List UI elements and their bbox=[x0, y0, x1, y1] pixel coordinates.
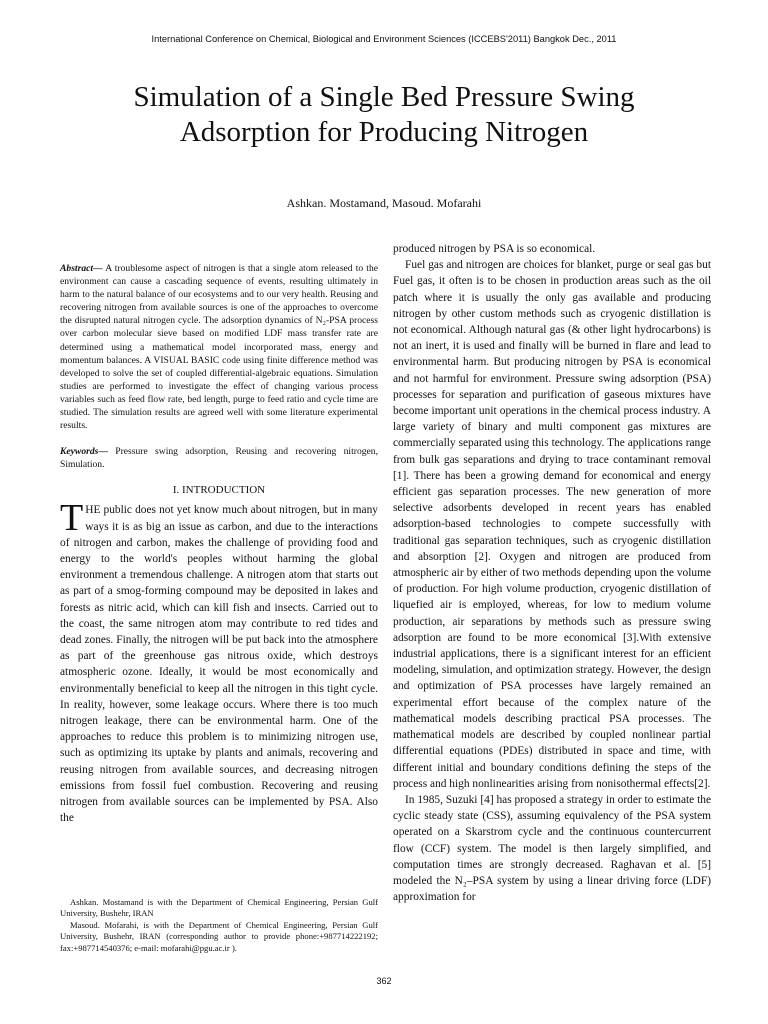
introduction-text: HE public does not yet know much about nitrogen, but in many ways it is as big an issue as carbon, and due to the interactions of nitrogen and carbon, makes the challenge of providing food and energy to the world's peoples without harming the global environment a tremendous challenge. A nitrogen atom that starts out as part of a smog-forming compound may be deposited in lakes and forests as nitric acid, which can kill fish and insects. Carried out to the coast, the same nitrogen atom may contribute to red tides and dead zones. Finally, the nitrogen will be put back into the atmosphere as part of the greenhouse gas nitrous oxide, which destroys atmospheric ozone. Ideally, it would be most economically and environmentally beneficial to keep all the nitrogen in this tight cycle. In reality, however, some leakage occurs. Where there is too much nitrogen leakage, there can be environmental harm. One of the approaches to reduce this problem is to minimizing nitrogen use, such as optimizing its uptake by plants and animals, recovering and reusing nitrogen from available sources, and decreasing nitrogen emissions from fossil fuel combustion. Recovering and reusing nitrogen from available sources can be implemented by PSA. Also the bbox=[60, 504, 378, 825]
right-paragraph-1: Fuel gas and nitrogen are choices for blanket, purge or seal gas but Fuel gas, it often is to be chosen in production areas such as the oil patch where it is usually the only gas available and producing nitrogen by other custom methods such as cryogenic distillation is not economical. Although natural gas (& other light hydrocarbons) is not an inert, it is used and finally will be burned in flare and lead to environmental harm. But producing nitrogen by PSA is economical and not harmful for environment. Pressure swing adsorption (PSA) processes for separation and purification of gaseous mixtures have become important unit operations in the chemical process industry. A large variety of binary and multi component gas mixtures are commercially separated using this technology. The applications range from bulk gas separations and drying to trace contaminant removal [1]. There has been a growing demand for economical and energy efficient gas separation processes. The new generation of more selective adsorbents developed in recent years has enabled adsorption-based technologies to compete successfully with traditional gas separation techniques, such as cryogenic distillation and absorption [2]. Oxygen and nitrogen are produced from atmospheric air by either of two methods depending upon the volume of production. For high volume production, cryogenic distillation of liquefied air is employed, whereas, for low to medium volume production, air separations by methods such as pressure swing adsorption are found to be more economical [3].With extensive industrial applications, there is a significant interest for an efficient modeling, simulation, and optimization strategy. However, the design and optimization of PSA processes have largely remained an experimental effort because of the complex nature of the mathematical models describing practical PSA processes. The mathematical models are described by coupled nonlinear partial differential equations (PDEs) distributed in space and time, with different initial and boundary conditions defining the steps of the process and high nonlinearities arising from nonisothermal effects[2]. bbox=[393, 259, 711, 790]
title-line-1: Simulation of a Single Bed Pressure Swing bbox=[133, 81, 635, 113]
keywords-text: Pressure swing adsorption, Reusing and recovering nitrogen, Simulation. bbox=[60, 446, 378, 471]
title-line-2: Adsorption for Producing Nitrogen bbox=[179, 116, 589, 148]
left-column bbox=[60, 262, 378, 826]
keywords bbox=[60, 445, 378, 471]
page-number: 362 bbox=[376, 976, 392, 986]
paper-title bbox=[60, 80, 708, 150]
abstract-text: A troublesome aspect of nitrogen is that a single atom released to the environment can cause a cascading sequence of events, resulting ultimately in harm to the natural balance of our ecosystems and to our very health. Reusing and recovering nitrogen from available sources is one of the approaches to overcome the disrupted natural nitrogen cycle. The adsorption dynamics of N₂-PSA process over carbon molecular sieve based on modified LDF mass transfer rate are determined using a mathematical model incorporated mass, energy and momentum balances. A VISUAL BASIC code using finite difference method was developed to solve the set of coupled differential-algebraic equations. Simulation studies are performed to investigate the effect of changing various process variables such as feed flow rate, bed length, purge to feed ratio and cycle time are studied. The simulation results are agreed well with some literature experimental results. bbox=[60, 263, 378, 432]
author-footnotes bbox=[60, 897, 378, 954]
author-list: Ashkan. Mostamand, Masoud. Mofarahi bbox=[286, 196, 482, 210]
section-heading-introduction: I. INTRODUCTION bbox=[172, 484, 266, 497]
introduction-paragraph bbox=[60, 497, 378, 826]
drop-cap: T bbox=[60, 497, 84, 540]
right-paragraph-2: In 1985, Suzuki [4] has proposed a strategy in order to estimate the cyclic steady state (CSS), assuming equivalency of the PSA system operated on a Skarstrom cycle and the continuous countercurrent flow (CCF) system. The model is then largely simplified, and computation times are strongly decreased. Raghavan et al. [5] modeled the N₂–PSA system by using a linear driving force (LDF) approximation for bbox=[393, 793, 711, 904]
right-paragraph-0: produced nitrogen by PSA is so economical. bbox=[393, 243, 596, 255]
right-column bbox=[393, 241, 711, 905]
conference-header: International Conference on Chemical, Biological and Environment Sciences (ICCEBS'2011) Bangkok Dec., 2011 bbox=[151, 34, 617, 44]
abstract-label: Abstract— bbox=[60, 263, 103, 274]
keywords-label: Keywords— bbox=[60, 446, 108, 458]
abstract bbox=[60, 262, 378, 432]
footnote-author-1: Ashkan. Mostamand is with the Department of Chemical Engineering, Persian Gulf University, Bushehr, IRAN bbox=[60, 897, 378, 919]
footnote-author-2: Masoud. Mofarahi, is with the Department of Chemical Engineering, Persian Gulf University, Bushehr, IRAN (corresponding author to provide phone:+987714222192; fax:+987714540376; e-mail: mofarahi@pgu.ac.ir ). bbox=[60, 919, 378, 953]
